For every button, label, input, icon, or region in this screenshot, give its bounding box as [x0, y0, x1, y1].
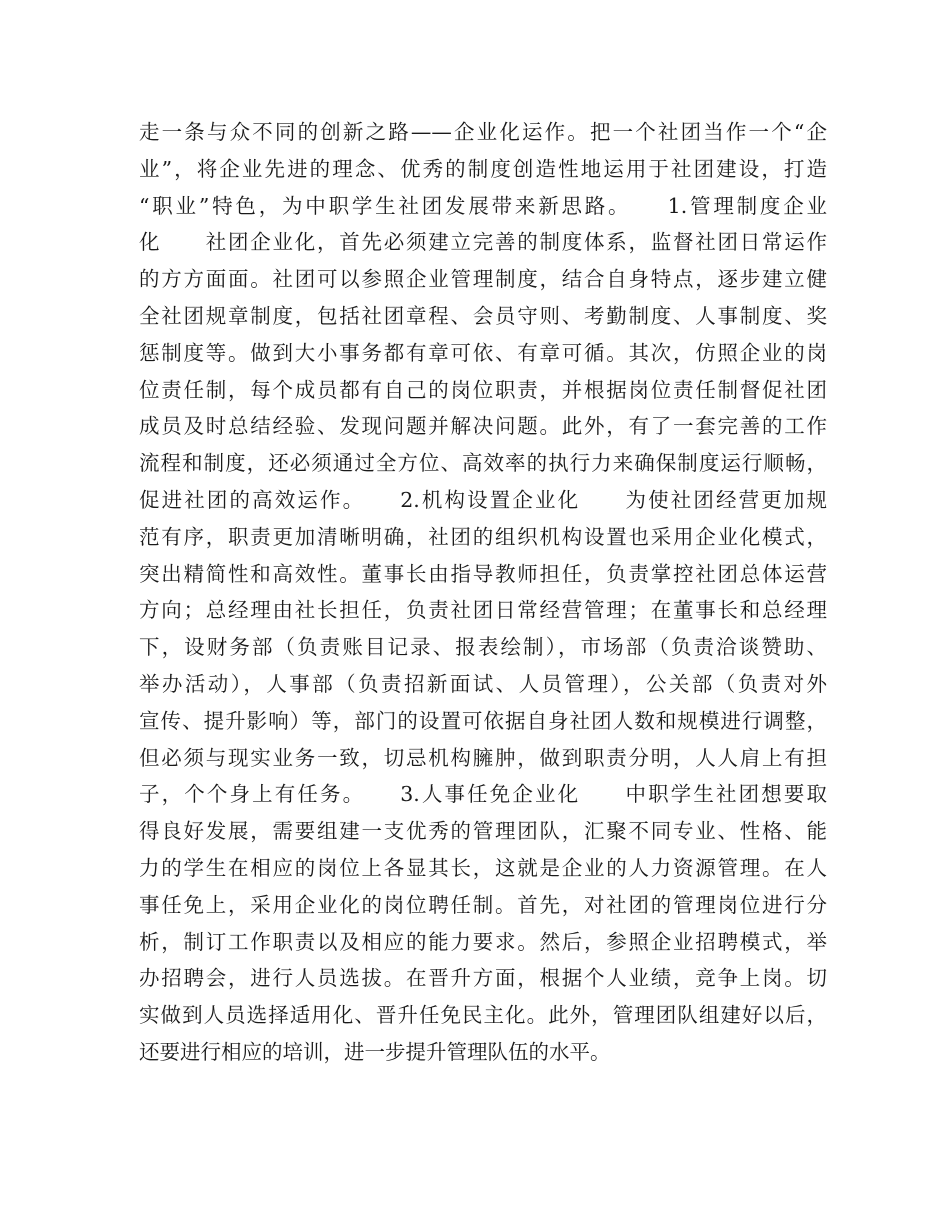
text-line: 事任免上，采用企业化的岗位聘任制。首先，对社团的管理岗位进行分	[139, 892, 827, 917]
text-line: 实做到人员选择适用化、晋升任免民主化。此外，管理团队组建好以后，	[139, 1003, 827, 1028]
text-line: 下，设财务部（负责账目记录、报表绘制），市场部（负责洽谈赞助、	[139, 635, 827, 660]
text-line: 宣传、提升影响）等，部门的设置可依据自身社团人数和规模进行调整，	[139, 708, 827, 733]
text-line: 位责任制，每个成员都有自己的岗位职责，并根据岗位责任制督促社团	[139, 377, 827, 402]
text-line: 全社团规章制度，包括社团章程、会员守则、考勤制度、人事制度、奖	[139, 303, 827, 328]
text-line: “职业”特色，为中职学生社团发展带来新思路。 1.管理制度企业	[139, 193, 827, 218]
text-line: 方向；总经理由社长担任，负责社团日常经营管理；在董事长和总经理	[139, 598, 827, 623]
text-line: 业”，将企业先进的理念、优秀的制度创造性地运用于社团建设，打造	[139, 156, 827, 181]
text-line: 化 社团企业化，首先必须建立完善的制度体系，监督社团日常运作	[139, 230, 827, 255]
text-line: 力的学生在相应的岗位上各显其长，这就是企业的人力资源管理。在人	[139, 855, 827, 880]
text-line: 但必须与现实业务一致，切忌机构臃肿，做到职责分明，人人肩上有担	[139, 745, 827, 770]
text-line: 办招聘会，进行人员选拔。在晋升方面，根据个人业绩，竞争上岗。切	[139, 966, 827, 991]
text-line: 的方方面面。社团可以参照企业管理制度，结合自身特点，逐步建立健	[139, 267, 827, 292]
text-line: 还要进行相应的培训，进一步提升管理队伍的水平。	[139, 1039, 611, 1064]
body-text	[139, 114, 827, 1071]
text-line: 流程和制度，还必须通过全方位、高效率的执行力来确保制度运行顺畅，	[139, 451, 827, 476]
text-line: 突出精简性和高效性。董事长由指导教师担任，负责掌控社团总体运营	[139, 561, 827, 586]
text-line: 析，制订工作职责以及相应的能力要求。然后，参照企业招聘模式，举	[139, 929, 827, 954]
text-line: 成员及时总结经验、发现问题并解决问题。此外，有了一套完善的工作	[139, 414, 827, 439]
text-line: 惩制度等。做到大小事务都有章可依、有章可循。其次，仿照企业的岗	[139, 340, 827, 365]
text-line: 促进社团的高效运作。 2.机构设置企业化 为使社团经营更加规	[139, 487, 827, 512]
text-line: 范有序，职责更加清晰明确，社团的组织机构设置也采用企业化模式，	[139, 524, 827, 549]
text-line: 得良好发展，需要组建一支优秀的管理团队，汇聚不同专业、性格、能	[139, 819, 827, 844]
text-line: 子，个个身上有任务。 3.人事任免企业化 中职学生社团想要取	[139, 782, 827, 807]
text-line: 举办活动），人事部（负责招新面试、人员管理），公关部（负责对外	[139, 671, 827, 696]
text-line: 走一条与众不同的创新之路——企业化运作。把一个社团当作一个“企	[139, 120, 827, 144]
